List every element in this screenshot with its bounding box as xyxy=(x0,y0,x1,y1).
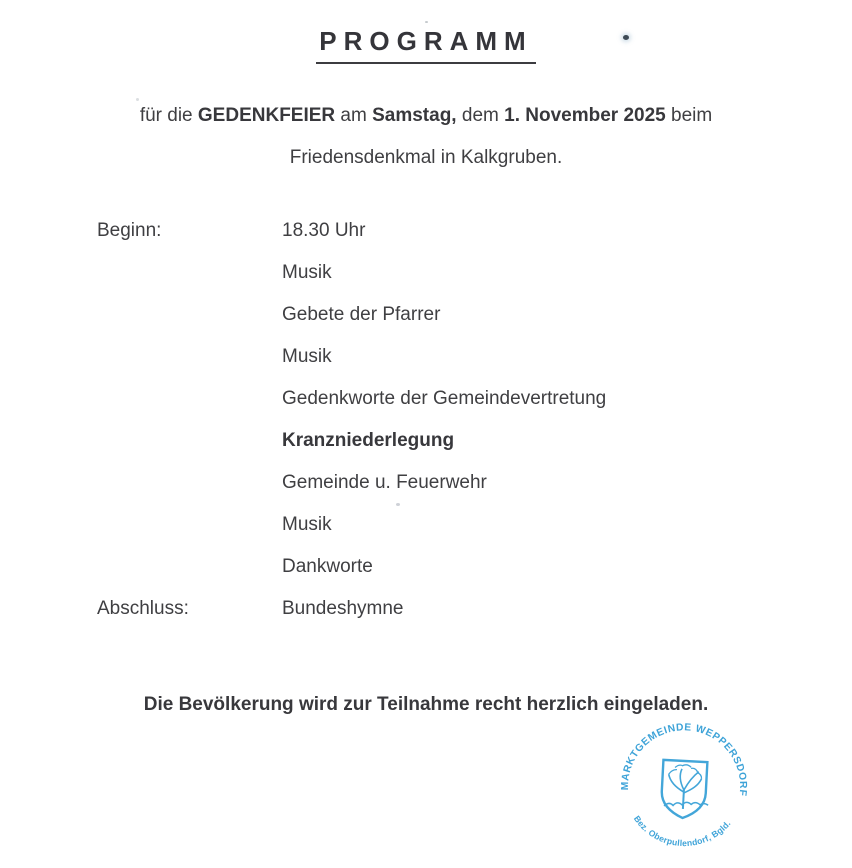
intro-bold-segment: Samstag, xyxy=(372,105,457,126)
schedule-label xyxy=(97,378,282,420)
schedule-row xyxy=(97,336,812,378)
schedule-label xyxy=(97,504,282,546)
scan-artifact xyxy=(136,98,139,101)
closing-sentence: Die Bevölkerung wird zur Teilnahme recht herzlich eingeladen. xyxy=(143,694,709,715)
schedule-label: Beginn: xyxy=(97,220,162,241)
schedule-item: Gemeinde u. Feuerwehr xyxy=(282,472,487,493)
schedule-row xyxy=(97,462,812,504)
schedule-label xyxy=(97,420,282,462)
schedule-item: Musik xyxy=(282,346,332,367)
schedule-label xyxy=(97,462,282,504)
schedule-row xyxy=(97,546,812,588)
intro-bold-segment: GEDENKFEIER xyxy=(197,105,336,126)
stamp-arc-top-text: MARKTGEMEINDE WEPPERSDORF xyxy=(620,722,749,797)
schedule-label xyxy=(97,252,282,294)
schedule-item: Bundeshymne xyxy=(282,598,404,619)
page-title-text: PROGRAMM xyxy=(316,26,535,64)
schedule-label: Abschluss: xyxy=(97,598,189,619)
schedule-row xyxy=(97,378,812,420)
schedule-item: Musik xyxy=(282,514,332,535)
intro-line-2: Friedensdenkmal in Kalkgruben. xyxy=(289,147,563,168)
schedule-label xyxy=(97,294,282,336)
schedule-item: Dankworte xyxy=(282,556,373,577)
shield-with-tree-icon xyxy=(660,760,710,819)
scan-artifact xyxy=(425,21,428,23)
schedule-item: Gebete der Pfarrer xyxy=(282,304,441,325)
schedule-label xyxy=(97,336,282,378)
municipality-stamp xyxy=(604,708,764,868)
schedule-item: Gedenkworte der Gemeindevertretung xyxy=(282,388,607,409)
schedule-row xyxy=(97,294,812,336)
schedule-item: Musik xyxy=(282,262,332,283)
schedule-row xyxy=(97,588,812,630)
schedule-row xyxy=(97,210,812,252)
intro-segment: dem xyxy=(456,105,505,126)
schedule-item: Kranzniederlegung xyxy=(282,430,455,451)
intro-line-1 xyxy=(0,105,852,127)
schedule-list xyxy=(97,210,812,630)
stamp-arc-bottom-text: Bez. Oberpullendorf, Bgld. xyxy=(631,813,733,849)
schedule-label xyxy=(97,546,282,588)
intro-bold-segment: 1. November 2025 xyxy=(504,105,666,126)
scan-artifact xyxy=(396,503,400,506)
schedule-row xyxy=(97,420,812,462)
schedule-row xyxy=(97,252,812,294)
page-title xyxy=(0,26,852,64)
scan-artifact xyxy=(623,35,629,40)
intro-segment: am xyxy=(335,105,373,126)
intro-segment: für die xyxy=(139,105,198,126)
intro-segment: beim xyxy=(665,105,713,126)
schedule-item: 18.30 Uhr xyxy=(282,220,366,241)
schedule-row xyxy=(97,504,812,546)
